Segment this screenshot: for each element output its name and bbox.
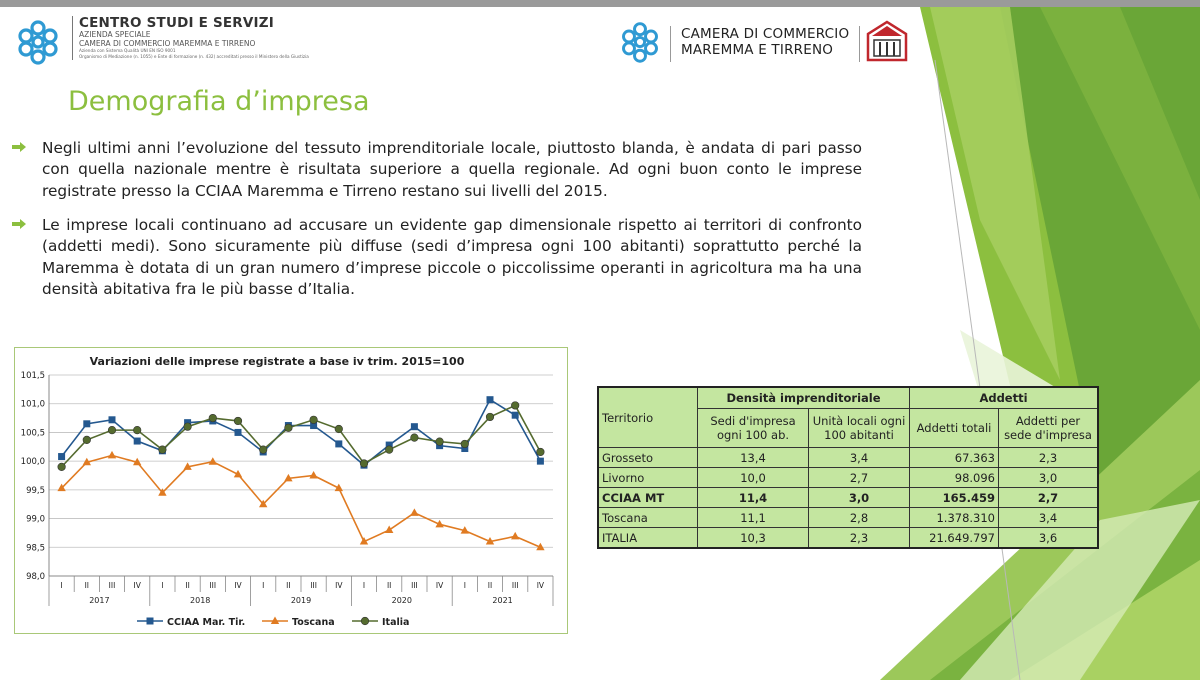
legend-marker <box>361 617 369 625</box>
cell: 2,3 <box>809 528 910 549</box>
data-point <box>385 526 393 534</box>
x-tick-label: III <box>411 581 418 590</box>
col-addetti-sede: Addetti per sede d'impresa <box>999 409 1099 448</box>
data-point <box>360 460 368 468</box>
x-tick-label: II <box>185 581 190 590</box>
x-tick-label: IV <box>335 581 343 590</box>
data-point <box>512 412 519 419</box>
data-point <box>385 446 393 454</box>
camera-commercio-line2: MAREMMA E TIRRENO <box>681 42 834 58</box>
legend-label: Italia <box>382 617 410 628</box>
data-point <box>235 429 242 436</box>
chart-title: Variazioni delle imprese registrate a base iv trim. 2015=100 <box>89 355 465 368</box>
row-name: Livorno <box>598 468 698 488</box>
y-tick-label: 99,0 <box>26 514 45 525</box>
centro-studi-logo-icon <box>14 18 62 66</box>
density-table <box>597 386 1099 549</box>
data-point <box>109 416 116 423</box>
data-point <box>184 423 192 431</box>
col-territorio: Territorio <box>598 387 698 448</box>
cell: 2,8 <box>809 508 910 528</box>
cell: 3,0 <box>809 488 910 508</box>
cell: 67.363 <box>910 448 999 468</box>
centro-studi-title: CENTRO STUDI E SERVIZI <box>79 15 274 31</box>
cell: 3,4 <box>809 448 910 468</box>
camera-commercio-line1: CAMERA DI COMMERCIO <box>681 26 850 42</box>
table-row <box>598 468 1098 488</box>
cell: 21.649.797 <box>910 528 999 549</box>
data-point <box>159 446 167 454</box>
slide-title: Demografia d’impresa <box>68 86 370 117</box>
data-point <box>209 414 217 422</box>
mediation-note: Organismo di Mediazione (n. 1055) e Ente di formazione (n. 432) accreditati presso il Ministero della Giustizia <box>79 53 309 59</box>
x-tick-label: II <box>286 581 291 590</box>
data-point <box>511 402 519 410</box>
y-tick-label: 98,5 <box>26 543 45 554</box>
x-tick-label: I <box>161 581 164 590</box>
cell: 2,7 <box>809 468 910 488</box>
col-addetti-totali: Addetti totali <box>910 409 999 448</box>
x-tick-label: I <box>262 581 265 590</box>
y-tick-label: 100,5 <box>20 428 45 439</box>
data-point <box>108 426 116 434</box>
bullet-text: Le imprese locali continuano ad accusare un evidente gap dimensionale rispetto ai territori di confronto (addetti medi). Sono sicuramente più diffuse (sedi d’impresa ogni 100 abitanti) soprattutto perché la Maremma è dotata di un gran numero d’imprese piccole o piccolissime operanti in agricoltura ma ha una densità abitativa fra le più basse d’Italia. <box>42 216 862 298</box>
data-point <box>133 426 141 434</box>
data-point <box>335 440 342 447</box>
density-table-wrap <box>597 386 1099 549</box>
x-year-label: 2020 <box>391 596 412 605</box>
centro-studi-header <box>72 16 309 60</box>
data-point <box>487 396 494 403</box>
azienda-speciale: AZIENDA SPECIALE <box>79 30 151 39</box>
data-point <box>108 451 116 459</box>
data-point <box>537 448 545 456</box>
bullet-item <box>12 215 862 300</box>
data-point <box>234 417 242 425</box>
cell: 3,0 <box>999 468 1099 488</box>
bullet-item <box>12 138 862 202</box>
chamber-building-icon <box>866 20 908 62</box>
x-tick-label: II <box>487 581 493 590</box>
data-point <box>309 471 317 479</box>
col-sedi: Sedi d'impresa ogni 100 ab. <box>698 409 809 448</box>
series-line <box>62 405 541 466</box>
data-point <box>134 438 141 445</box>
x-tick-label: IV <box>536 581 545 590</box>
data-point <box>486 413 494 421</box>
cell: 13,4 <box>698 448 809 468</box>
legend-label: CCIAA Mar. Tir. <box>167 617 246 628</box>
y-tick-label: 100,0 <box>20 457 45 468</box>
legend-marker <box>147 618 154 625</box>
camera-commercio-logo-icon <box>618 20 662 64</box>
cell: 10,3 <box>698 528 809 549</box>
cell: 11,1 <box>698 508 809 528</box>
y-tick-label: 98,0 <box>26 572 45 582</box>
data-point <box>436 438 444 446</box>
data-point <box>335 425 343 433</box>
data-point <box>410 508 418 516</box>
cell: 98.096 <box>910 468 999 488</box>
x-tick-label: III <box>108 581 116 590</box>
x-tick-label: II <box>84 581 90 590</box>
legend-label: Toscana <box>292 617 335 628</box>
table-row <box>598 528 1098 549</box>
bullet-text: Negli ultimi anni l’evoluzione del tessuto imprenditoriale locale, piuttosto blanda, è andata di pari passo con quella nazionale mentre è risultata superiore a quella regionale. Ad ogni buon conto le imprese registrate presso la CCIAA Maremma e Tirreno restano sui livelli del 2015. <box>42 139 862 200</box>
data-point <box>537 458 544 465</box>
x-tick-label: III <box>209 581 217 590</box>
data-point <box>83 436 91 444</box>
arrow-bullet-icon <box>12 219 26 229</box>
table-row <box>598 508 1098 528</box>
y-tick-label: 101,0 <box>20 399 45 410</box>
table-row <box>598 448 1098 468</box>
row-name: ITALIA <box>598 528 698 549</box>
cell: 2,7 <box>999 488 1099 508</box>
data-point <box>285 424 293 432</box>
data-point <box>83 420 90 427</box>
arrow-bullet-icon <box>12 142 26 152</box>
x-year-label: 2017 <box>89 596 110 605</box>
data-point <box>58 463 66 471</box>
cell: 10,0 <box>698 468 809 488</box>
x-year-label: 2019 <box>290 596 312 605</box>
x-tick-label: I <box>60 581 63 590</box>
x-year-label: 2018 <box>190 596 211 605</box>
x-tick-label: IV <box>234 581 242 590</box>
x-tick-label: II <box>386 581 392 590</box>
data-point <box>461 440 469 448</box>
group-addetti: Addetti <box>910 387 1099 409</box>
cell: 3,4 <box>999 508 1099 528</box>
x-tick-label: I <box>463 581 466 590</box>
y-tick-label: 101,5 <box>20 371 45 381</box>
x-tick-label: I <box>362 581 366 590</box>
data-point <box>511 532 519 540</box>
col-unita: Unità locali ogni 100 abitanti <box>809 409 910 448</box>
row-name: Grosseto <box>598 448 698 468</box>
x-tick-label: III <box>511 581 519 590</box>
data-point <box>411 423 418 430</box>
cell: 165.459 <box>910 488 999 508</box>
cell: 3,6 <box>999 528 1099 549</box>
x-tick-label: III <box>310 581 317 590</box>
data-point <box>411 434 419 442</box>
row-name: Toscana <box>598 508 698 528</box>
data-point <box>58 453 65 460</box>
line-chart <box>14 347 568 634</box>
data-point <box>259 446 267 454</box>
row-name: CCIAA MT <box>598 488 698 508</box>
quality-note: Azienda con Sistema Qualità UNI EN ISO 9001 <box>79 48 176 53</box>
table-row <box>598 488 1098 508</box>
x-tick-label: IV <box>435 581 444 590</box>
camera-commercio-header <box>670 26 860 62</box>
chart-svg <box>15 348 567 633</box>
y-tick-label: 99,5 <box>26 485 45 496</box>
camera-commercio-subtitle: CAMERA DI COMMERCIO MAREMMA E TIRRENO <box>79 38 256 48</box>
cell: 1.378.310 <box>910 508 999 528</box>
cell: 2,3 <box>999 448 1099 468</box>
cell: 11,4 <box>698 488 809 508</box>
data-point <box>310 416 318 424</box>
x-tick-label: IV <box>133 581 141 590</box>
x-year-label: 2021 <box>492 596 513 605</box>
group-densita: Densità imprenditoriale <box>698 387 910 409</box>
